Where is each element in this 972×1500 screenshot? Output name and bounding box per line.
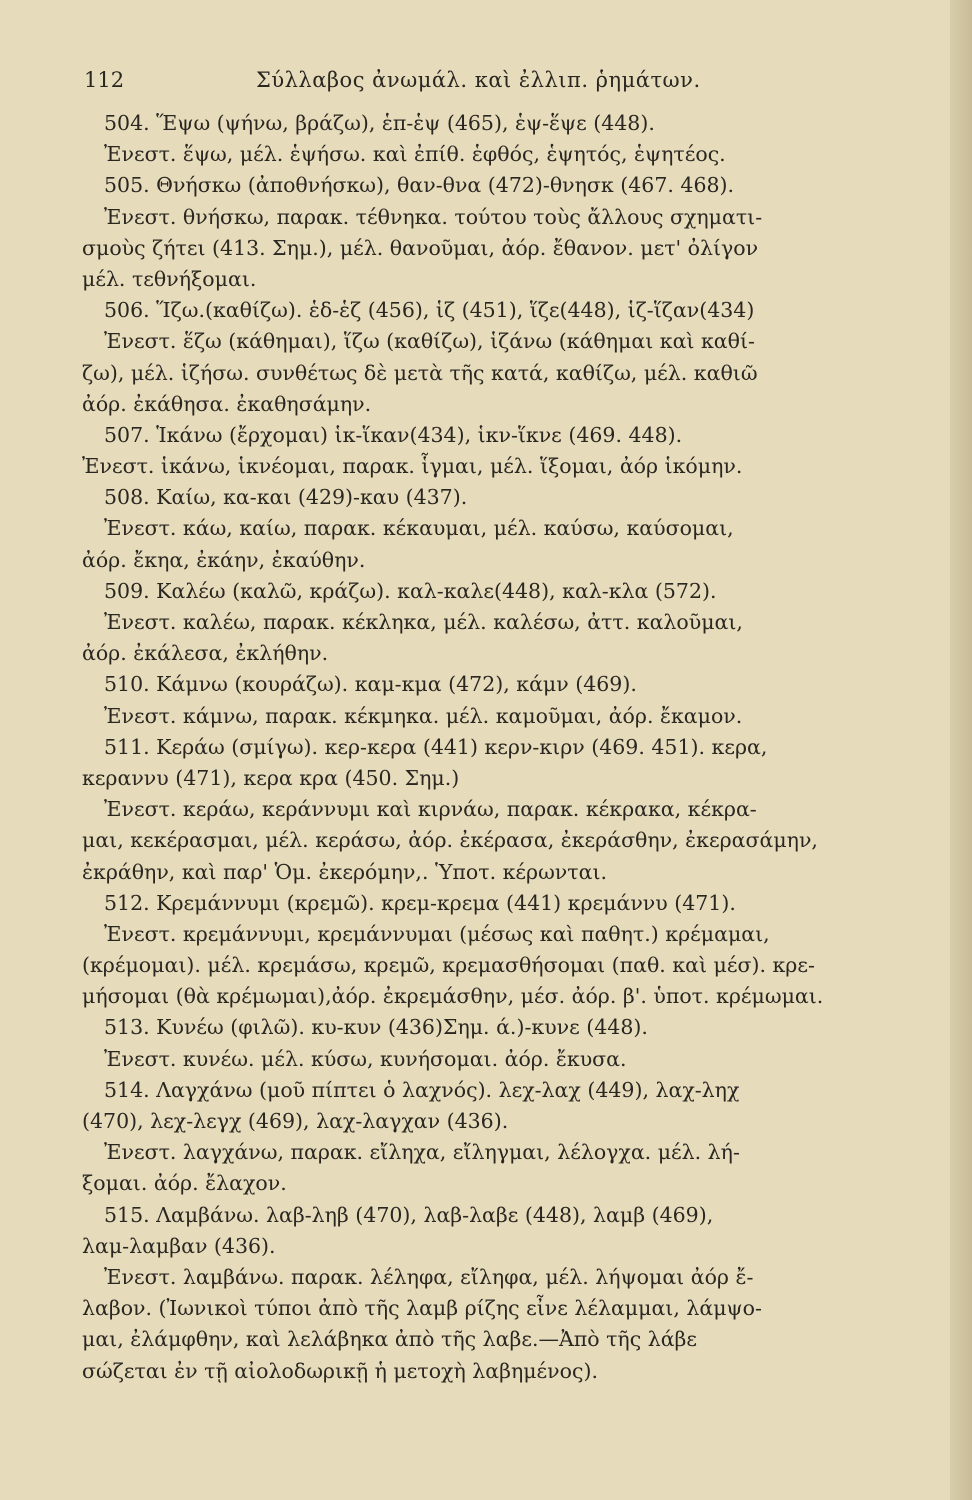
text-line: σώζεται ἐν τῇ αἰολοδωρικῇ ἡ μετοχὴ λαβημένος). [82, 1358, 598, 1383]
text-line: Ἐνεστ. ἕψω, μέλ. ἑψήσω. καὶ ἐπίθ. ἑφθός, ἑψητός, ἑψητέος. [104, 142, 726, 167]
text-line: ζω), μέλ. ἱζήσω. συνθέτως δὲ μετὰ τῆς κατά, καθίζω, μέλ. καθιῶ [82, 360, 758, 385]
text-line: ξομαι. ἀόρ. ἔλαχον. [82, 1171, 287, 1196]
text-line: Ἐνεστ. κάμνω, παρακ. κέκμηκα. μέλ. καμοῦμαι, ἀόρ. ἔκαμον. [104, 703, 743, 728]
running-title: Σύλλαβος ἀνωμάλ. καὶ ἐλλιπ. ῥημάτων. [256, 68, 701, 92]
text-line: 511. Κεράω (σμίγω). κερ-κερα (441) κερν-κιρν (469. 451). κερα, [104, 734, 768, 759]
text-line: Ἐνεστ. θνήσκω, παρακ. τέθνηκα. τούτου τοὺς ἄλλους σχηματι- [104, 204, 763, 229]
text-line: 509. Καλέω (καλῶ, κράζω). καλ-καλε(448), καλ-κλα (572). [104, 578, 717, 603]
text-line: 504. Ἕψω (ψήνω, βράζω), ἑπ-ἑψ (465), ἑψ-ἕψε (448). [104, 111, 655, 135]
text-line: 512. Κρεμάννυμι (κρεμῶ). κρεμ-κρεμα (441) κρεμάννυ (471). [104, 890, 736, 915]
text-line: (κρέμομαι). μέλ. κρεμάσω, κρεμῶ, κρεμασθήσομαι (παθ. καὶ μέσ). κρε- [82, 953, 815, 978]
text-line: Ἐνεστ. κρεμάννυμι, κρεμάννυμαι (μέσως καὶ παθητ.) κρέμαμαι, [104, 921, 770, 946]
text-line: Ἐνεστ. ἱκάνω, ἱκνέομαι, παρακ. ἷγμαι, μέλ. ἵξομαι, ἀόρ ἱκόμην. [82, 454, 743, 479]
text-line: κεραννυ (471), κερα κρα (450. Σημ.) [82, 765, 460, 790]
text-line: Ἐνεστ. καλέω, παρακ. κέκληκα, μέλ. καλέσω, ἀττ. καλοῦμαι, [104, 610, 743, 634]
text-line: ἀόρ. ἔκηα, ἐκάην, ἐκαύθην. [82, 547, 366, 572]
text-line: μαι, ἐλάμφθην, καὶ λελάβηκα ἀπὸ τῆς λαβε.—Ἀπὸ τῆς λάβε [82, 1327, 698, 1352]
text-line: λαβον. (Ἰωνικοὶ τύποι ἀπὸ τῆς λαμβ ρίζης εἶνε λέλαμμαι, λάμψο- [82, 1296, 762, 1321]
text-line: σμοὺς ζήτει (413. Σημ.), μέλ. θανοῦμαι, ἀόρ. ἔθανον. μετ' ὀλίγον [82, 235, 759, 260]
text-line: Ἐνεστ. λαμβάνω. παρακ. λέληφα, εἴληφα, μέλ. λήψομαι ἀόρ ἔ- [104, 1264, 754, 1289]
text-line: ἀόρ. ἐκάλεσα, ἐκλήθην. [82, 641, 329, 666]
text-line: 506. Ἵζω.(καθίζω). ἑδ-ἑζ (456), ἱζ (451), ἵζε(448), ἱζ-ἵζαν(434) [104, 298, 755, 323]
text-line: μαι, κεκέρασμαι, μέλ. κεράσω, ἀόρ. ἐκέρασα, ἐκεράσθην, ἐκερασάμην, [82, 828, 818, 853]
text-line: ἀόρ. ἐκάθησα. ἐκαθησάμην. [82, 391, 372, 416]
text-line: λαμ-λαμβαν (436). [82, 1233, 276, 1258]
text-line: μέλ. τεθνήξομαι. [82, 266, 257, 291]
text-line: (470), λεχ-λεγχ (469), λαχ-λαγχαν (436). [82, 1109, 509, 1133]
text-line: 505. Θνήσκω (ἀποθνήσκω), θαν-θνα (472)-θνησκ (467. 468). [104, 173, 735, 198]
page-edge [950, 0, 972, 1500]
text-line: Ἐνεστ. ἕζω (κάθημαι), ἵζω (καθίζω), ἱζάνω (κάθημαι καὶ καθί- [104, 329, 755, 354]
page-number: 112 [84, 68, 125, 92]
text-line: Ἐνεστ. κεράω, κεράννυμι καὶ κιρνάω, παρακ. κέκρακα, κέκρα- [104, 797, 757, 822]
text-line: 514. Λαγχάνω (μοῦ πίπτει ὁ λαχνός). λεχ-λαχ (449), λαχ-ληχ [104, 1077, 740, 1102]
text-line: Ἐνεστ. κυνέω. μέλ. κύσω, κυνήσομαι. ἀόρ. ἔκυσα. [104, 1046, 627, 1071]
text-line: Ἐνεστ. κάω, καίω, παρακ. κέκαυμαι, μέλ. καύσω, καύσομαι, [104, 516, 734, 541]
text-line: 515. Λαμβάνω. λαβ-ληβ (470), λαβ-λαβε (448), λαμβ (469), [104, 1202, 714, 1227]
text-line: 508. Καίω, κα-και (429)-καυ (437). [104, 485, 468, 510]
text-line: ἐκράθην, καὶ παρ' Ὁμ. ἐκερόμην,. Ὑποτ. κέρωνται. [82, 859, 608, 884]
text-line: Ἐνεστ. λαγχάνω, παρακ. εἴληχα, εἴληγμαι, λέλογχα. μέλ. λή- [104, 1140, 740, 1165]
text-line: 507. Ἱκάνω (ἔρχομαι) ἱκ-ἵκαν(434), ἱκν-ἵκνε (469. 448). [104, 422, 683, 447]
text-line: 513. Κυνέω (φιλῶ). κυ-κυν (436)Σημ. ά.)-κυνε (448). [104, 1015, 648, 1040]
verb-entries [82, 108, 852, 1387]
text-line: μήσομαι (θὰ κρέμωμαι),ἀόρ. ἐκρεμάσθην, μέσ. ἀόρ. β'. ὑποτ. κρέμωμαι. [82, 984, 824, 1009]
text-line: 510. Κάμνω (κουράζω). καμ-κμα (472), κάμν (469). [104, 672, 637, 697]
page-header [84, 68, 804, 102]
